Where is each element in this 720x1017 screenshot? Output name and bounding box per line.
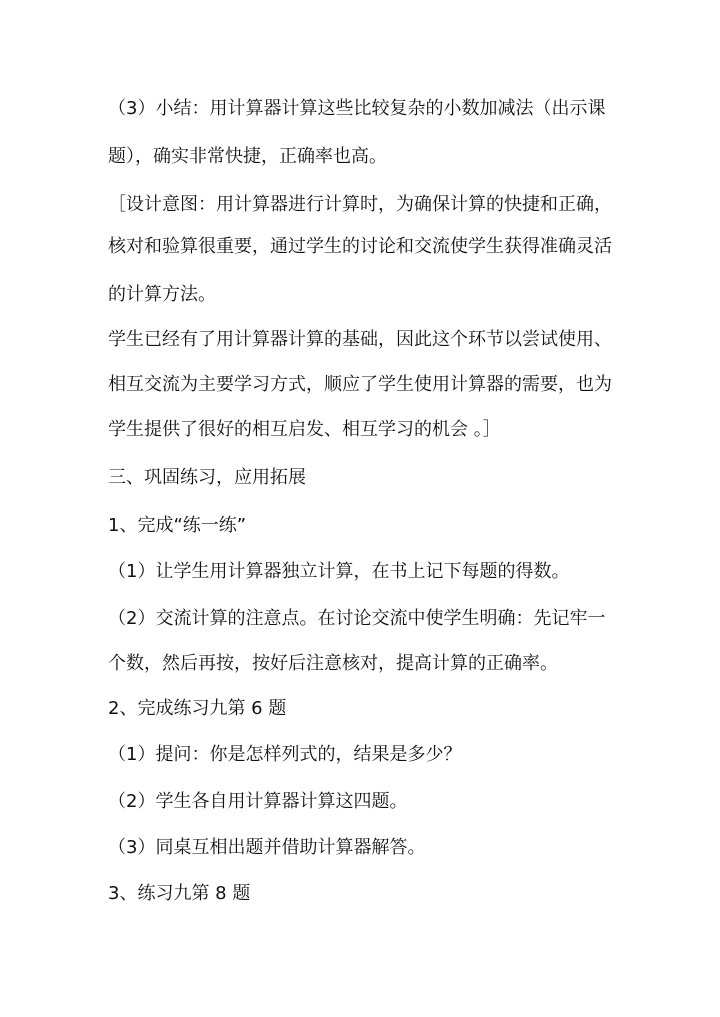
text-line: 2、完成练习九第 6 题	[108, 698, 287, 719]
text-line: （1）提问：你是怎样列式的，结果是多少？	[108, 744, 462, 765]
text-line: 3、练习九第 8 题	[108, 883, 251, 904]
text-line: 学生提供了很好的相互启发、相互学习的机会 。］	[108, 419, 501, 440]
text-line: 核对和验算很重要，通过学生的讨论和交流使学生获得准确灵活	[108, 236, 612, 257]
text-line: 学生已经有了用计算器计算的基础，因此这个环节以尝试使用、	[108, 329, 612, 350]
text-line: （3）同桌互相出题并借助计算器解答。	[108, 837, 426, 858]
text-line: 题），确实非常快捷，正确率也高。	[108, 146, 387, 167]
text-line: 1、完成“练一练”	[108, 515, 247, 536]
section-heading: 三、巩固练习，应用拓展	[108, 467, 306, 488]
text-line: 个数，然后再按，按好后注意核对，提高计算的正确率。	[108, 653, 558, 674]
text-line: ［设计意图：用计算器进行计算时，为确保计算的快捷和正确，	[108, 194, 612, 215]
text-line: （2）学生各自用计算器计算这四题。	[108, 791, 408, 812]
text-line: 相互交流为主要学习方式，顺应了学生使用计算器的需要，也为	[108, 374, 612, 395]
text-line: （2）交流计算的注意点。在讨论交流中使学生明确：先记牢一	[108, 608, 606, 629]
text-line: （3）小结：用计算器计算这些比较复杂的小数加减法（出示课	[108, 98, 606, 119]
text-line: 的计算方法。	[108, 284, 216, 305]
text-line: （1）让学生用计算器独立计算，在书上记下每题的得数。	[108, 561, 570, 582]
